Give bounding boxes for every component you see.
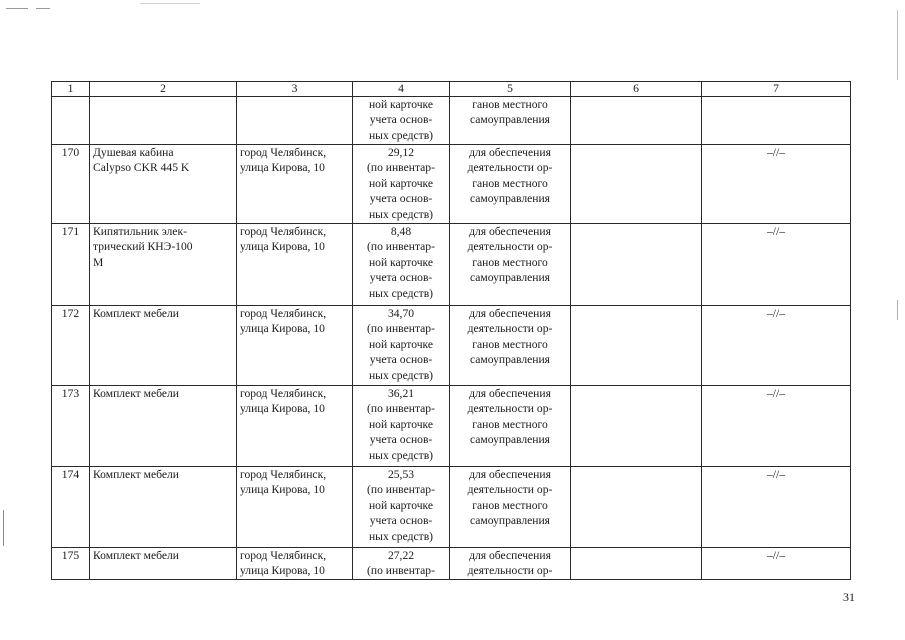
item-address [237,306,353,386]
item-name-line: Комплект мебели [93,387,180,400]
item-col7 [702,97,851,145]
item-address-line: город Челябинск, [240,387,327,400]
item-col7: –//– [702,224,851,306]
item-value-line: ной карточке [368,255,434,269]
item-value-line: ной карточке [368,176,434,190]
item-value [353,548,450,580]
item-purpose-line: ганов местного [472,98,548,111]
item-purpose-line: деятельности ор- [467,483,553,497]
item-col6 [571,145,702,224]
item-value-line: ных средств) [368,529,434,543]
table-row [52,467,851,548]
item-purpose-line: самоуправления [469,113,551,127]
item-value [353,97,450,145]
item-value [353,224,450,306]
property-register-table [51,81,851,580]
item-value [353,386,450,467]
table-row [52,306,851,386]
item-address-line: город Челябинск, [240,225,327,238]
item-value [353,467,450,548]
item-purpose-line: деятельности ор- [467,564,553,578]
row-number: 170 [52,145,90,224]
column-number-5: 5 [450,82,571,97]
item-value-line: учета основ- [369,433,433,447]
item-value-line: ной карточке [368,498,434,512]
item-purpose-line: деятельности ор- [467,240,553,254]
scan-artifact-top [140,3,200,4]
table-row [52,97,851,145]
item-name [90,386,237,467]
item-purpose-line: деятельности ор- [467,322,553,336]
item-address [237,467,353,548]
column-number-4: 4 [353,82,450,97]
column-number-6: 6 [571,82,702,97]
item-address-line: улица Кирова, 10 [240,322,325,336]
item-value-line: ных средств) [368,207,434,221]
item-name [90,467,237,548]
item-purpose-line: ганов местного [472,176,548,190]
item-value-line: учета основ- [369,113,433,127]
item-name-line: Комплект мебели [93,468,180,481]
item-value-line: ной карточке [368,337,434,351]
table-row [52,548,851,580]
item-purpose-line: для обеспечения [469,549,551,562]
page-number: 31 [843,590,855,604]
item-purpose-line: ганов местного [472,255,548,269]
item-value-line: ных средств) [368,368,434,382]
item-purpose-line: для обеспечения [469,468,551,481]
item-col7: –//– [702,548,851,580]
row-number: 174 [52,467,90,548]
item-col7: –//– [702,386,851,467]
item-purpose [450,467,571,548]
item-address-line: улица Кирова, 10 [240,483,325,497]
item-address [237,224,353,306]
item-address-line: город Челябинск, [240,468,327,481]
item-name [90,224,237,306]
item-value-line: (по инвентар- [367,483,435,497]
item-col6 [571,306,702,386]
item-value-line: ных средств) [368,448,434,462]
item-col7: –//– [702,467,851,548]
item-purpose [450,548,571,580]
item-purpose-line: самоуправления [469,514,551,528]
row-number [52,97,90,145]
item-value-line: (по инвентар- [367,402,435,416]
item-address-line: город Челябинск, [240,146,327,159]
row-number: 175 [52,548,90,580]
item-name-line: трический КНЭ-100 [93,240,193,254]
item-value-line: ных средств) [368,128,434,142]
item-col7: –//– [702,306,851,386]
item-col6 [571,97,702,145]
item-value-line: (по инвентар- [367,240,435,254]
item-value-line: 29,12 [387,146,415,159]
item-purpose-line: для обеспечения [469,387,551,400]
item-value-line: 25,53 [387,468,415,481]
item-value-line: учета основ- [369,514,433,528]
scan-artifact-top-left-2 [36,8,50,9]
scan-artifact-top-left [6,8,28,9]
item-name [90,97,237,145]
item-purpose-line: деятельности ор- [467,402,553,416]
item-name-line: М [93,255,104,269]
item-col6 [571,548,702,580]
item-col6 [571,467,702,548]
item-purpose [450,306,571,386]
column-number-3: 3 [237,82,353,97]
item-name-line: Душевая кабина [93,146,174,159]
item-address-line: улица Кирова, 10 [240,564,325,578]
table-row [52,145,851,224]
item-address-line: город Челябинск, [240,549,327,562]
item-value-line: учета основ- [369,353,433,367]
item-purpose-line: для обеспечения [469,225,551,238]
item-address-line: город Челябинск, [240,307,327,320]
item-address-line: улица Кирова, 10 [240,402,325,416]
item-value-line: (по инвентар- [367,322,435,336]
item-col6 [571,224,702,306]
table-body [52,82,851,580]
item-value-line: учета основ- [369,192,433,206]
item-value [353,145,450,224]
item-value-line: ных средств) [368,286,434,300]
scan-artifact-right-edge-2 [897,300,898,320]
scan-artifact-right-edge [897,10,898,80]
column-number-row [52,82,851,97]
item-purpose-line: самоуправления [469,271,551,285]
item-value-line: учета основ- [369,271,433,285]
table-row [52,224,851,306]
item-address [237,97,353,145]
item-address-line: улица Кирова, 10 [240,161,325,175]
item-purpose [450,386,571,467]
item-value-line: 34,70 [387,307,415,320]
item-col6 [571,386,702,467]
item-purpose [450,145,571,224]
item-name-line: Комплект мебели [93,307,180,320]
column-number-2: 2 [90,82,237,97]
item-address-line: улица Кирова, 10 [240,240,325,254]
item-name [90,145,237,224]
item-name [90,306,237,386]
item-value [353,306,450,386]
row-number: 171 [52,224,90,306]
item-purpose-line: самоуправления [469,192,551,206]
item-purpose-line: ганов местного [472,417,548,431]
item-purpose-line: самоуправления [469,433,551,447]
item-name-line: Кипятильник элек- [93,225,187,238]
item-value-line: ной карточке [368,417,434,431]
item-address [237,145,353,224]
item-purpose [450,97,571,145]
item-purpose-line: ганов местного [472,337,548,351]
item-purpose-line: для обеспечения [469,146,551,159]
item-value-line: 8,48 [390,225,412,238]
item-purpose-line: деятельности ор- [467,161,553,175]
item-value-line: 36,21 [387,387,415,400]
column-number-1: 1 [52,82,90,97]
item-value-line: (по инвентар- [367,161,435,175]
item-address [237,548,353,580]
item-purpose-line: для обеспечения [469,307,551,320]
row-number: 172 [52,306,90,386]
item-col7: –//– [702,145,851,224]
item-value-line: ной карточке [368,98,434,111]
item-purpose [450,224,571,306]
item-purpose-line: ганов местного [472,498,548,512]
item-value-line: 27,22 [387,549,415,562]
row-number: 173 [52,386,90,467]
item-value-line: (по инвентар- [367,564,435,578]
item-name-line: Комплект мебели [93,549,180,562]
item-purpose-line: самоуправления [469,353,551,367]
scan-artifact-left-edge [3,510,4,546]
table-row [52,386,851,467]
item-name [90,548,237,580]
column-number-7: 7 [702,82,851,97]
item-name-line: Calypso CKR 445 K [93,161,190,175]
item-address [237,386,353,467]
